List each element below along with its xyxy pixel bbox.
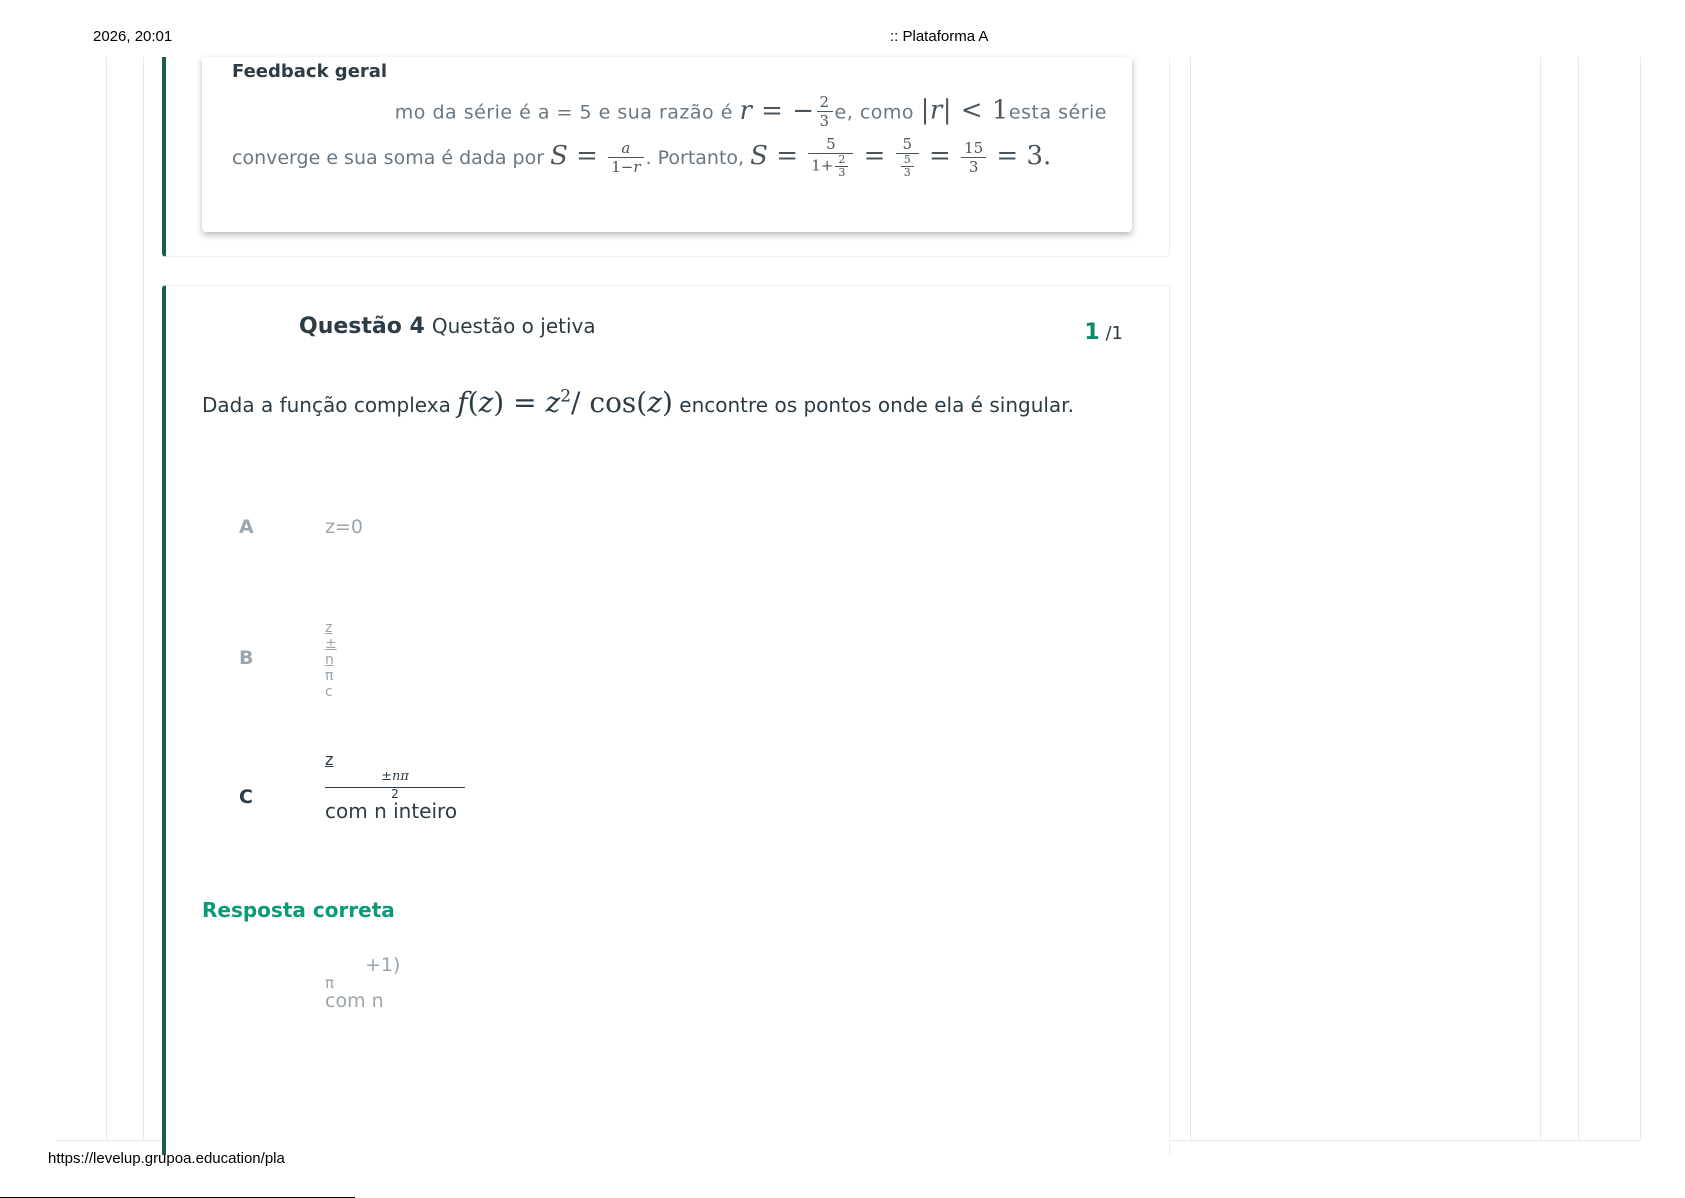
- option-c-fragment: z: [325, 750, 334, 769]
- question-score: [1084, 320, 1123, 345]
- option-b-letter[interactable]: B: [239, 647, 254, 669]
- option-c-letter[interactable]: C: [239, 786, 253, 808]
- statement-text: Dada a função complexa: [202, 393, 451, 417]
- option-c-text[interactable]: [325, 751, 465, 822]
- option-a-text[interactable]: z=0: [325, 516, 363, 538]
- math-sum-result: S = 5 1+ $\frac{2}{3}$ = $\frac{5}{\frac{5}{3}}$ = $\frac{15}{3}$ = 3.: [750, 135, 1052, 179]
- math-sum-formula: S = $\frac{a}{1-r}$: [550, 141, 645, 171]
- math-ratio: r = − $\frac{2}{3}$: [739, 96, 834, 126]
- feedback-text: e, como: [834, 101, 915, 124]
- feedback-title: Feedback geral: [232, 61, 388, 82]
- option-c-fragment: com n inteiro: [325, 799, 458, 823]
- frame-line: [1540, 57, 1541, 1140]
- option-b-text[interactable]: [325, 620, 337, 700]
- math-condition: |r| < 1: [920, 95, 1009, 126]
- score-total: /1: [1105, 323, 1123, 344]
- answer-fragment: π: [325, 974, 335, 992]
- frame-line: [106, 57, 107, 1140]
- general-feedback-box: [202, 57, 1132, 232]
- feedback-line-1: [232, 93, 1107, 130]
- question-statement: [202, 386, 1074, 419]
- option-b-fragment: ±: [325, 636, 337, 652]
- feedback-text: . Portanto,: [645, 147, 745, 169]
- feedback-text: converge e sua soma é dada por: [232, 147, 545, 169]
- feedback-text: esta série: [1008, 101, 1107, 124]
- question-type: Questão o jetiva: [431, 314, 596, 338]
- option-c-denominator: 2: [391, 787, 399, 801]
- print-date: 2026, 20:01: [93, 28, 173, 45]
- score-obtained: 1: [1084, 320, 1100, 345]
- option-b-fragment: π: [325, 668, 334, 684]
- frame-line: [1578, 57, 1579, 1140]
- option-b-fragment: n: [325, 652, 334, 668]
- answer-fragment: +1): [365, 954, 401, 976]
- answer-fragment: com n: [325, 990, 384, 1012]
- print-page-title: :: Plataforma A: [890, 28, 989, 45]
- question-title: [299, 314, 596, 339]
- option-b-fragment: c: [325, 684, 333, 700]
- correct-answer-label: Resposta correta: [202, 898, 395, 922]
- option-a-letter[interactable]: A: [239, 516, 254, 538]
- question-4-card: [162, 285, 1170, 1155]
- question-3-card: [162, 57, 1170, 257]
- answer-fragments: [325, 954, 400, 1012]
- option-c-numerator: ±nπ: [325, 769, 465, 788]
- frame-line: [1190, 57, 1191, 1140]
- frame-line: [1640, 57, 1641, 1140]
- statement-text: encontre os pontos onde ela é singular.: [679, 393, 1074, 417]
- frame-line: [143, 57, 144, 1140]
- question-number: Questão 4: [299, 314, 425, 339]
- print-footer-url: https://levelup.grupoa.education/pla: [48, 1150, 285, 1167]
- math-function: $f(z) = z^2/$ cos(z): [457, 386, 673, 419]
- feedback-text: mo da série é a = 5 e sua razão é: [394, 101, 733, 124]
- option-b-fragment: z: [325, 620, 333, 636]
- feedback-line-2: [232, 135, 1051, 179]
